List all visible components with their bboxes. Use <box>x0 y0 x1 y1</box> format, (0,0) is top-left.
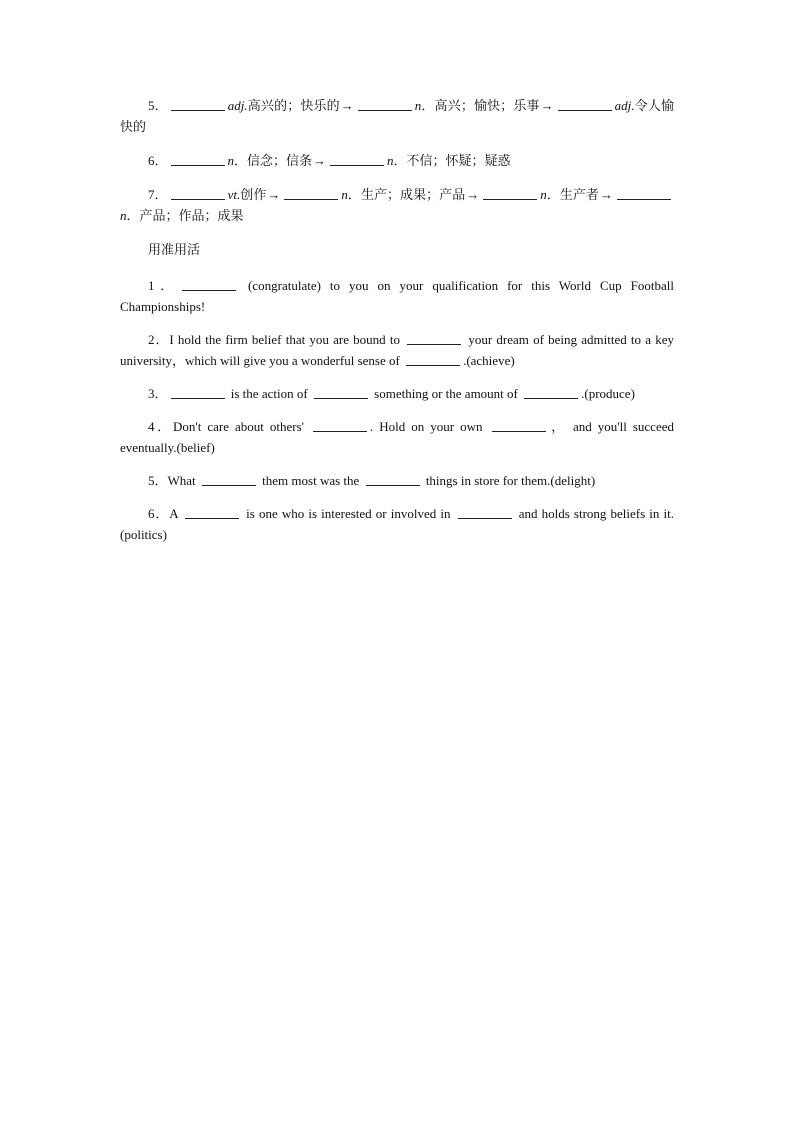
answer-blank[interactable] <box>171 153 225 166</box>
answer-blank[interactable] <box>358 98 412 111</box>
answer-blank[interactable] <box>171 187 225 200</box>
part-of-speech: n <box>120 208 127 223</box>
item-number: 4． <box>148 419 174 434</box>
answer-blank[interactable] <box>314 386 368 399</box>
item-text: ．高兴；愉快；乐事 <box>421 98 540 113</box>
answer-blank[interactable] <box>330 153 384 166</box>
item-text: .(produce) <box>581 386 635 401</box>
item-text: . Hold on your own <box>370 419 489 434</box>
item-text: something or the amount of <box>370 386 522 401</box>
item-text: ．产品；作品；成果 <box>126 208 244 223</box>
answer-blank[interactable] <box>524 386 578 399</box>
item-text: Don't care about others' <box>173 419 311 434</box>
vocab-item <box>120 150 674 171</box>
item-number: 5． <box>148 98 168 113</box>
exercise-item <box>120 470 674 491</box>
item-text: ．信念；信条 <box>234 153 313 168</box>
exercise-item <box>120 275 674 317</box>
item-text: 令人愉快的 <box>120 98 674 134</box>
item-text: your dream of being admitted to a key university，which will give you a wonderful sense of <box>120 332 674 368</box>
item-number: 5． <box>148 473 168 488</box>
answer-blank[interactable] <box>202 473 256 486</box>
arrow-icon: → <box>267 187 281 202</box>
item-text: ．生产；成果；产品 <box>347 187 466 202</box>
item-number: 3． <box>148 386 168 401</box>
answer-blank[interactable] <box>458 506 512 519</box>
arrow-icon: → <box>313 153 327 168</box>
item-number: 2． <box>148 332 170 347</box>
item-text: ．不信；怀疑；疑惑 <box>393 153 511 168</box>
item-number: 7． <box>148 187 168 202</box>
item-text: 高兴的；快乐的 <box>247 98 340 113</box>
vocab-item <box>120 184 674 226</box>
item-text: What <box>167 473 199 488</box>
answer-blank[interactable] <box>313 419 367 432</box>
exercise-item <box>120 383 674 404</box>
item-text: I hold the firm belief that you are bound to <box>169 332 405 347</box>
vocabulary-list <box>120 95 674 226</box>
item-number: 1． <box>148 278 180 293</box>
exercise-list <box>120 275 674 545</box>
arrow-icon: → <box>599 187 613 202</box>
item-number: 6． <box>148 153 168 168</box>
answer-blank[interactable] <box>558 98 612 111</box>
item-text: things in store for them.(delight) <box>422 473 596 488</box>
exercise-item <box>120 329 674 371</box>
exercise-item <box>120 416 674 458</box>
item-text: and holds strong beliefs in it.(politics) <box>120 506 674 542</box>
part-of-speech: n <box>227 153 235 168</box>
item-text: is the action of <box>227 386 311 401</box>
vocab-item <box>120 95 674 137</box>
item-text: ， and you'll succeed eventually.(belief) <box>120 419 674 455</box>
answer-blank[interactable] <box>406 353 460 366</box>
item-text: them most was the <box>258 473 363 488</box>
answer-blank[interactable] <box>182 278 236 291</box>
item-text: ．生产者 <box>546 187 599 202</box>
arrow-icon: → <box>340 98 354 113</box>
item-text: 创作 <box>240 187 267 202</box>
answer-blank[interactable] <box>185 506 239 519</box>
part-of-speech: n <box>341 187 348 202</box>
worksheet-page <box>120 95 674 557</box>
part-of-speech: vt. <box>227 187 241 202</box>
part-of-speech: n <box>414 98 422 113</box>
part-of-speech: adj. <box>614 98 635 113</box>
arrow-icon: → <box>540 98 554 113</box>
exercise-item <box>120 503 674 545</box>
answer-blank[interactable] <box>483 187 537 200</box>
item-text: is one who is interested or involved in <box>242 506 455 521</box>
answer-blank[interactable] <box>366 473 420 486</box>
part-of-speech: n <box>540 187 547 202</box>
item-text: .(achieve) <box>463 353 515 368</box>
answer-blank[interactable] <box>617 187 671 200</box>
part-of-speech: adj. <box>227 98 248 113</box>
answer-blank[interactable] <box>284 187 338 200</box>
arrow-icon: → <box>466 187 480 202</box>
item-text: (congratulate) to you on your qualification for this World Cup Football Championships! <box>120 278 674 314</box>
answer-blank[interactable] <box>492 419 546 432</box>
section-title: 用准用活 <box>148 242 201 257</box>
item-text: A <box>169 506 183 521</box>
item-number: 6． <box>148 506 170 521</box>
answer-blank[interactable] <box>171 386 225 399</box>
answer-blank[interactable] <box>407 332 461 345</box>
answer-blank[interactable] <box>171 98 225 111</box>
part-of-speech: n <box>387 153 394 168</box>
